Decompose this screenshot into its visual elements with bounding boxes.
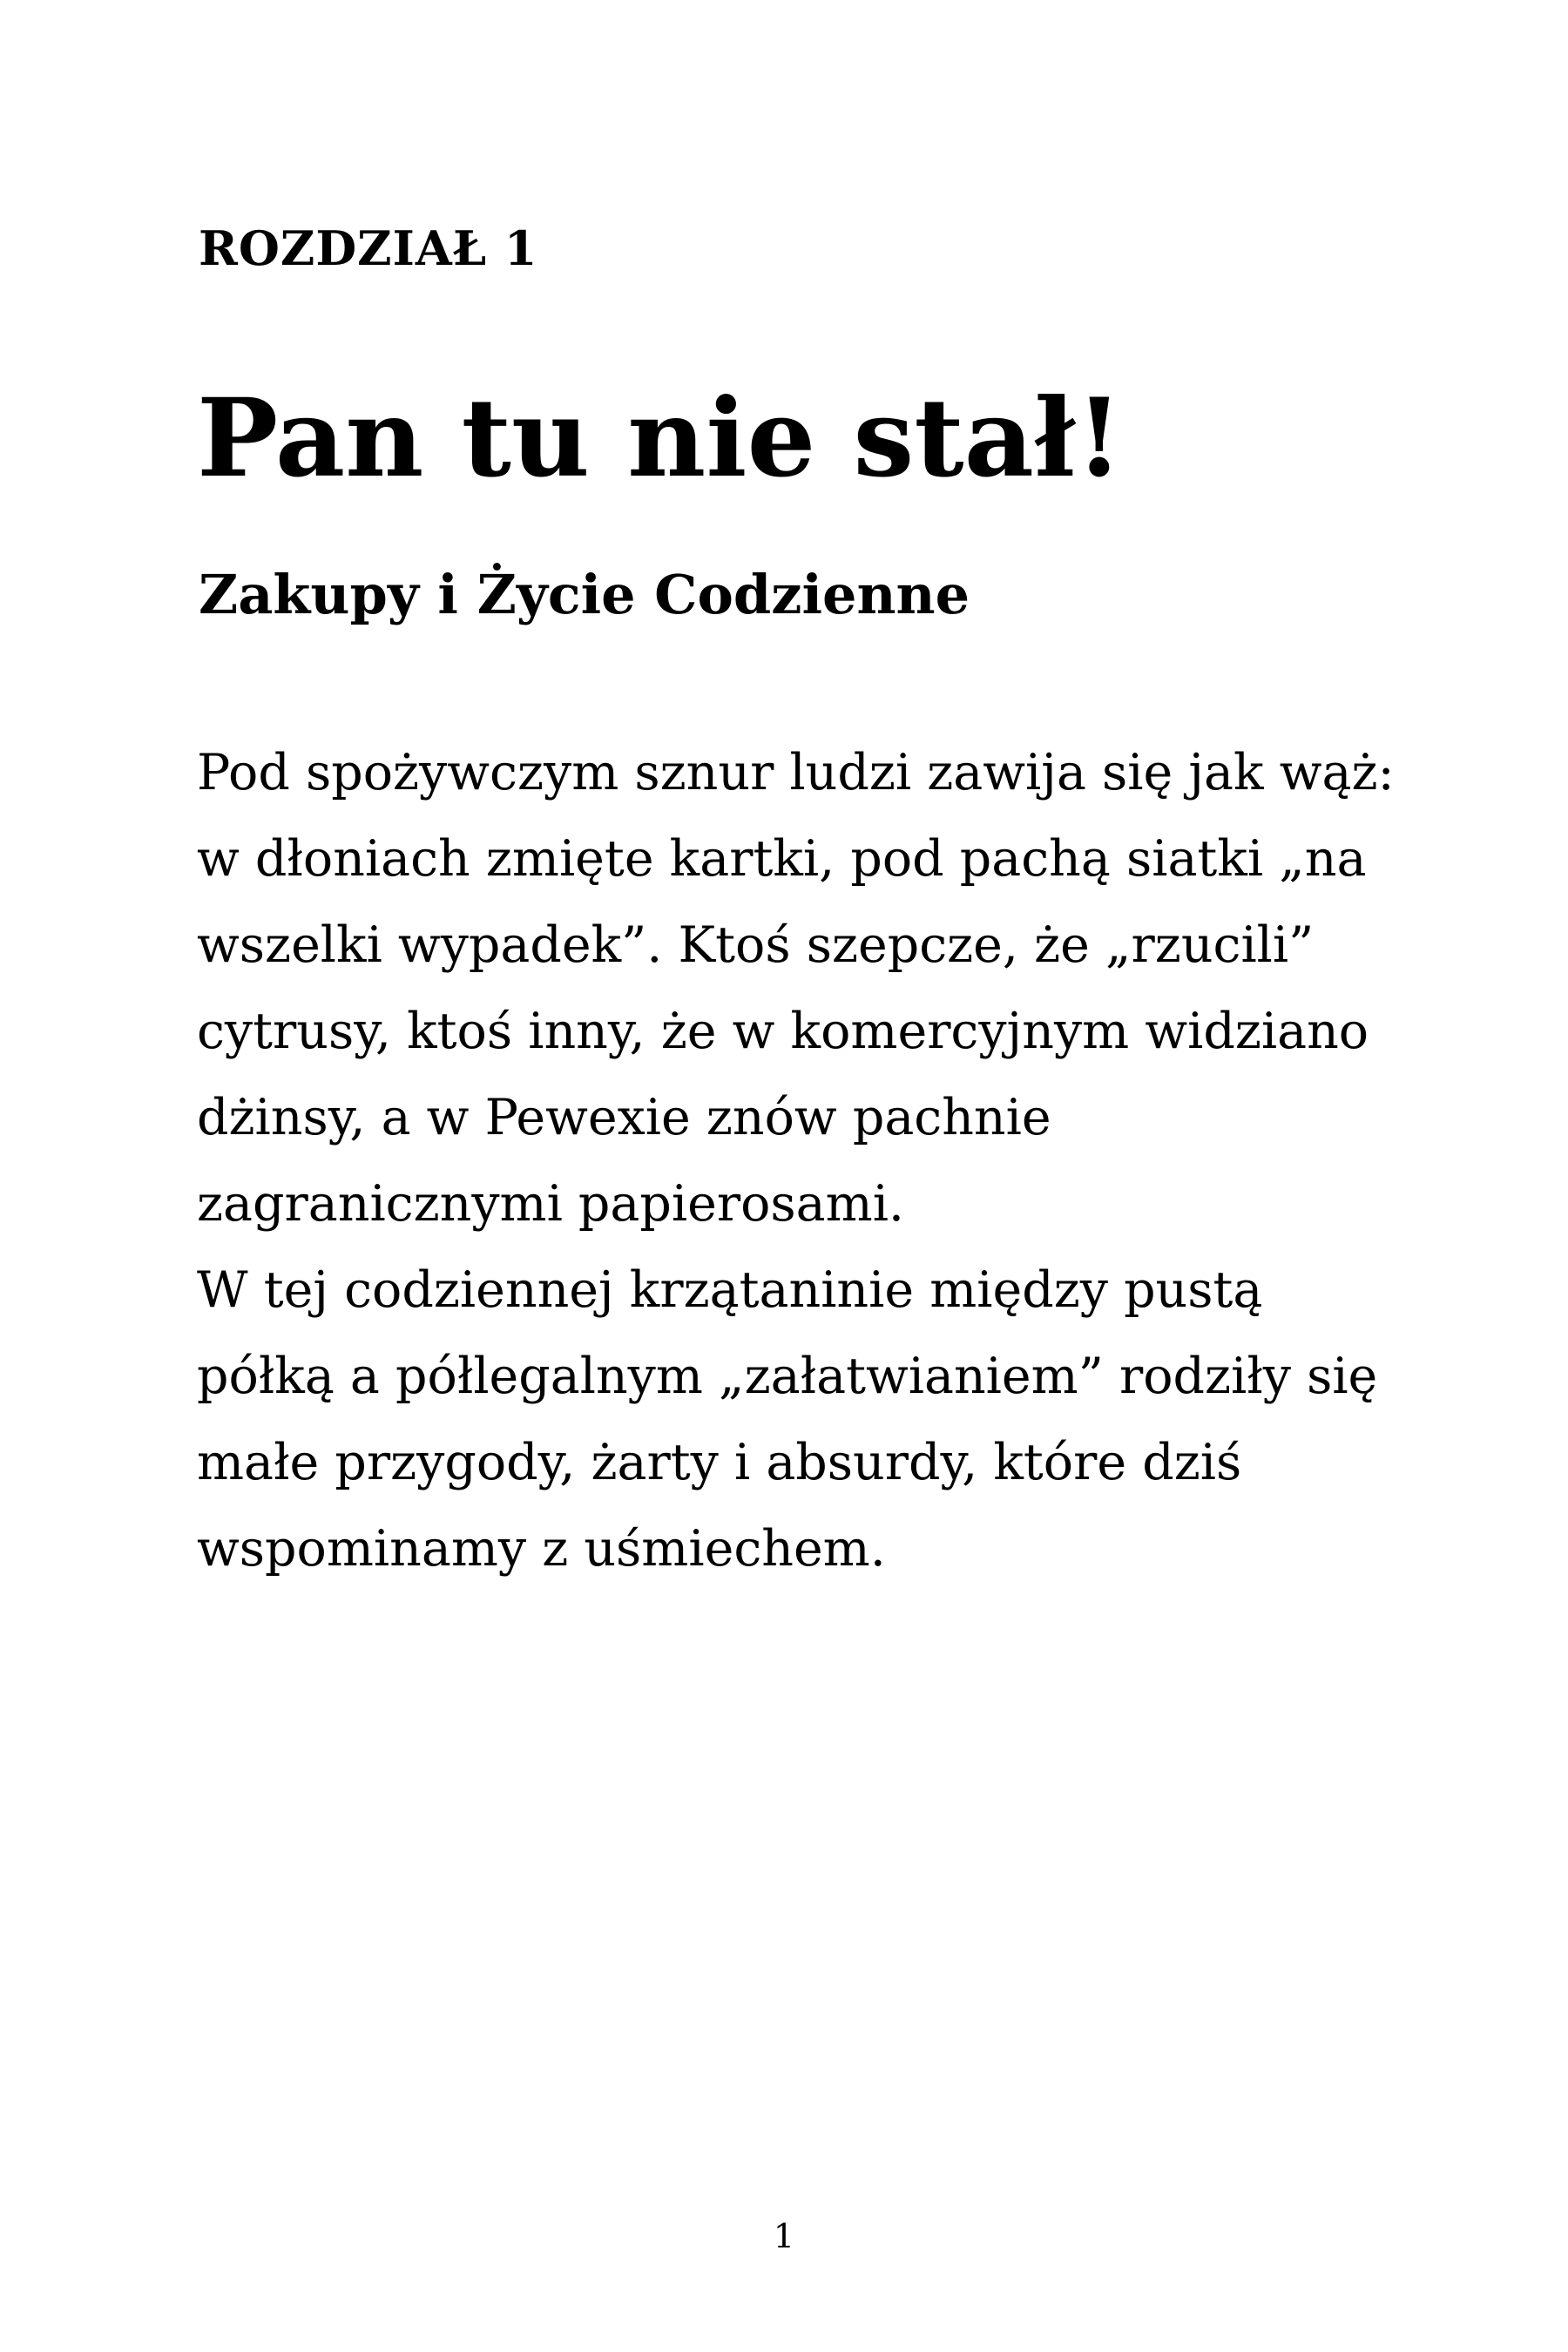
body-line: W tej codziennej krzątaninie między pustą xyxy=(197,1261,1263,1319)
body-line: zagranicznymi papierosami. xyxy=(197,1175,905,1233)
body-line: półką a półlegalnym „załatwianiem” rodziły się xyxy=(197,1348,1378,1405)
body-paragraphs xyxy=(197,730,1469,1592)
chapter-subtitle: Zakupy i Życie Codzienne xyxy=(199,563,970,626)
body-line: w dłoniach zmięte kartki, pod pachą siatki „na xyxy=(197,830,1367,888)
body-line: Pod spożywczym sznur ludzi zawija się jak wąż: xyxy=(197,744,1395,801)
chapter-title: Pan tu nie stał! xyxy=(197,375,1124,502)
page-number: 1 xyxy=(773,2217,795,2255)
chapter-label: ROZDZIAŁ 1 xyxy=(199,220,538,276)
body-line: wspominamy z uśmiechem. xyxy=(197,1520,886,1578)
body-line: dżinsy, a w Pewexie znów pachnie xyxy=(197,1089,1051,1146)
body-line: wszelki wypadek”. Ktoś szepcze, że „rzucili” xyxy=(197,916,1315,974)
body-line: małe przygody, żarty i absurdy, które dziś xyxy=(197,1434,1242,1491)
body-line: cytrusy, ktoś inny, że w komercyjnym widziano xyxy=(197,1003,1369,1060)
